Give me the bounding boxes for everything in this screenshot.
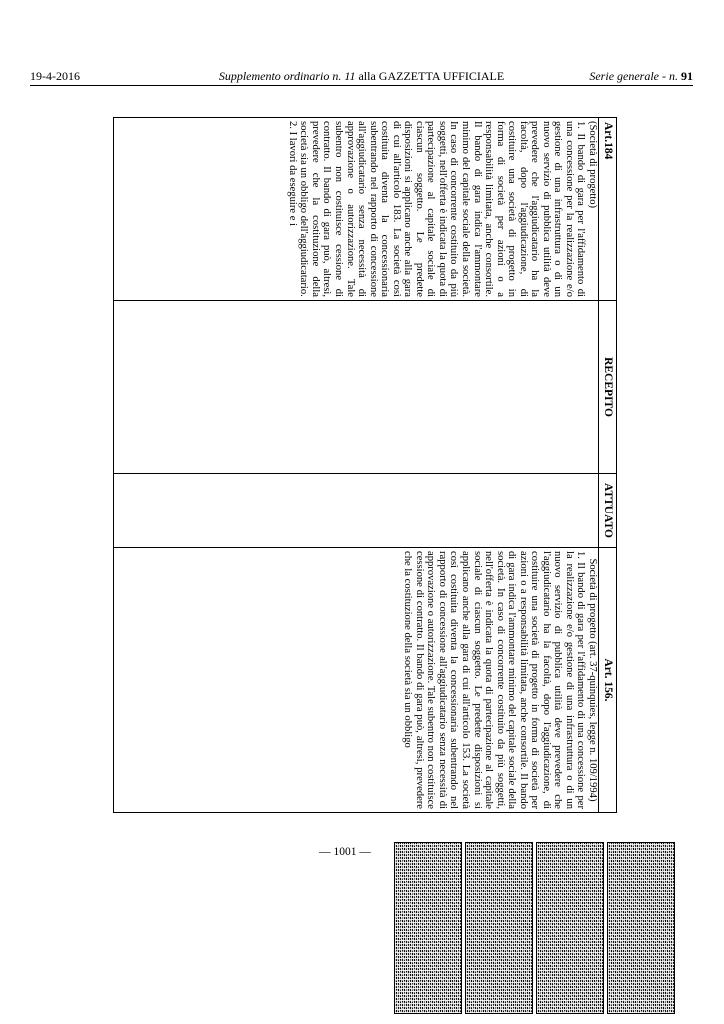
- cell-art156: [114, 548, 599, 813]
- publication-rest: alla GAZZETTA UFFICIALE: [355, 69, 505, 83]
- cell-attuato: [114, 474, 599, 548]
- table-body-row: [114, 118, 599, 813]
- issue-date: 19-4-2016: [30, 69, 80, 83]
- rotated-table: [113, 117, 617, 812]
- qr-code-block: [536, 842, 604, 1014]
- qr-code-block: [465, 842, 533, 1014]
- qr-code-block: [394, 842, 462, 1014]
- publication-italic: Supplemento ordinario n. 11: [218, 69, 356, 83]
- table-header-row: [599, 118, 617, 813]
- series-label: [589, 68, 693, 84]
- series-number: 91: [681, 69, 693, 83]
- header-recepito: RECEPITO: [599, 301, 617, 474]
- cell-recepito: [114, 301, 599, 474]
- art184-subtitle: (Società di progetto): [587, 121, 598, 209]
- art156-para1: 1. Il bando di gara per l'affidamento di una concessione per la realizzazione e/o gestione di una infrastruttura o di un nuovo servizio di pubblica utilità deve prevedere che l'aggiudicatario ha la facoltà, dopo l'aggiudicazione, di costituire una società di progetto in forma di società per azioni o a responsabilità limitata, anche consortile. Il bando di gara indica l'ammontare minimo del capitale sociale della società. In caso di concorrente costituito da più soggetti, nell'offerta è indicata la quota di partecipazione al capitale sociale di ciascun soggetto. Le predette disposizioni si applicano anche alla gara di cui all'articolo 153. La società così costituita diventa la concessionaria subentrando nel rapporto di concessione all'aggiudicatario senza necessità di approvazione o autorizzazione. Tale subentro non costituisce cessione di contratto. Il bando di gara può, altresì, prevedere che la costituzione della società sia un obbligo: [402, 551, 587, 809]
- comparison-table-box: [113, 117, 617, 812]
- art156-subtitle: Società di progetto (art. 37-quinquies, legge n. 109/1994): [587, 558, 598, 802]
- header-rule: [30, 85, 693, 86]
- series-italic: Serie generale - n.: [589, 69, 678, 83]
- cell-art184: [114, 118, 599, 301]
- page-number: — 1001 —: [319, 846, 371, 858]
- comparison-table: [113, 117, 617, 813]
- header-attuato: ATTUATO: [599, 474, 617, 548]
- art184-para1: 1. Il bando di gara per l'affidamento di una concessione per la realizzazione e/o gestione di una infrastruttura o di un nuovo servizio di pubblica utilità deve prevedere che l'aggiudicatario ha la facoltà, dopo l'aggiudicazione, di costituire una società di progetto in forma di società per azioni o a responsabilità limitata, anche consortile. Il bando di gara indica l'ammontare minimo del capitale sociale della società. In caso di concorrente costituito da più soggetti, nell'offerta è indicata la quota di partecipazione al capitale sociale di ciascun soggetto. Le predette disposizioni si applicano anche alla gara di cui all'articolo 183. La società così costituita diventa la concessionaria subentrando nel rapporto di concessione all'aggiudicatario senza necessità di approvazione o autorizzazione. Tale subentro non costituisce cessione di contratto. Il bando di gara può, altresì, prevedere che la costituzione della società sia un obbligo dell'aggiudicatario.: [298, 121, 587, 297]
- header-art156: Art. 156.: [599, 548, 617, 813]
- qr-code-block: [607, 842, 675, 1014]
- header-art184: Art.184: [599, 118, 617, 301]
- page-header: [30, 68, 693, 84]
- art184-para2: 2. I lavori da eseguire e i: [286, 121, 298, 227]
